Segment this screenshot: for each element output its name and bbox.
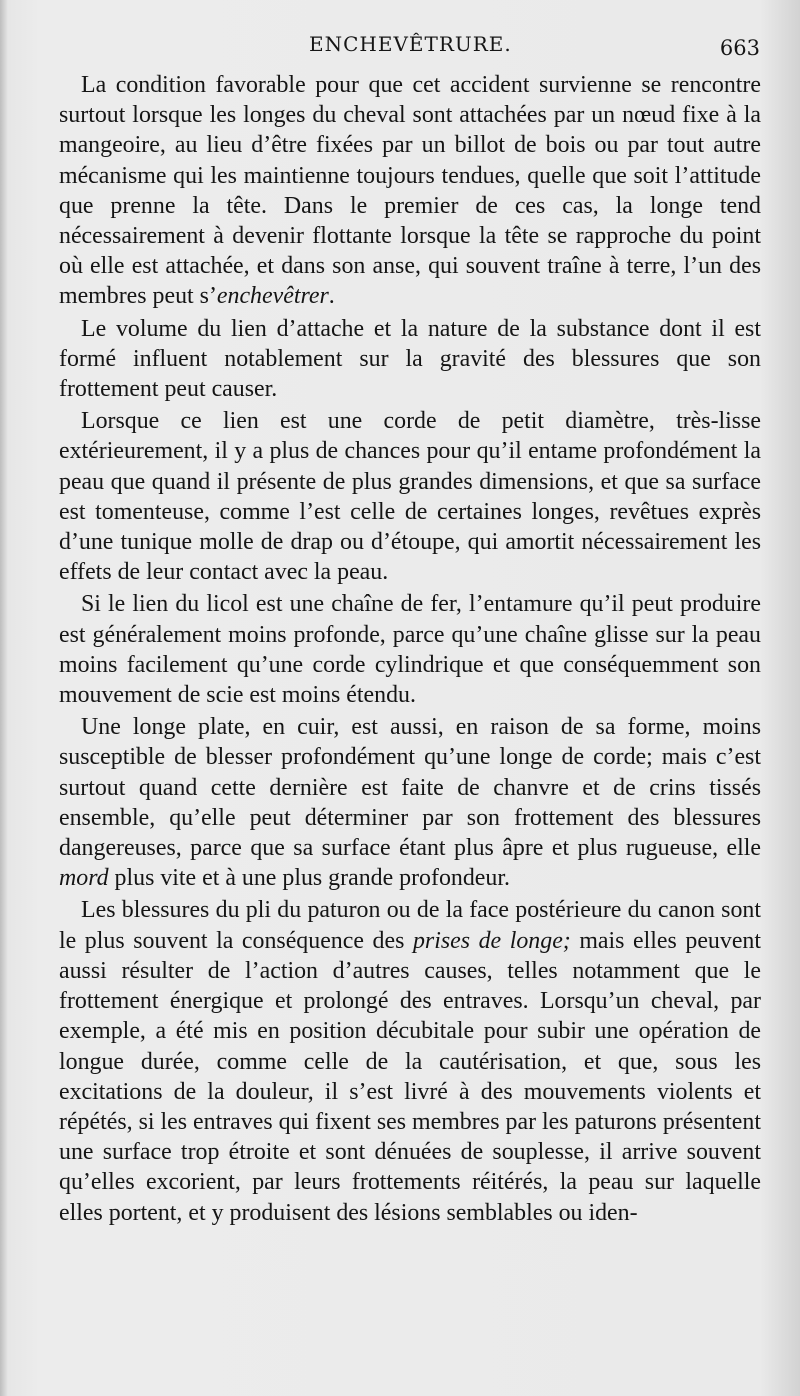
text-run: Le volume du lien d’attache et la nature de la substance dont il est formé influent notablement sur la gravité des blessures que son frottement peut causer. xyxy=(59,315,761,403)
text-run: Lorsque ce lien est une corde de petit diamètre, très-lisse extérieurement, il y a plus de chances pour qu’il entame profondément la peau que quand il présente de plus grandes dimensions, et que sa surface est tomenteuse, comme l’est celle de certaines longes, revêtues exprès d’une tunique molle de drap ou d’étoupe, qui amortit nécessairement les effets de leur contact avec la peau. xyxy=(59,408,761,586)
paragraph-4 xyxy=(59,589,761,710)
paragraph-5 xyxy=(59,712,761,893)
text-run: plus vite et à une plus grande profondeur. xyxy=(108,865,510,892)
text-run: La condition favorable pour que cet accident survienne se rencontre surtout lorsque les longes du cheval sont attachées par un nœud fixe à la mangeoire, au lieu d’être fixées par un billot de bois ou par tout autre mécanisme qui les maintienne toujours tendues, quelle que soit l’attitude que prenne la tête. Dans le premier de ces cas, la longe tend nécessairement à devenir flottante lorsque la tête se rapproche du point où elle est attachée, et dans son anse, qui souvent traîne à terre, l’un des membres peut s’ xyxy=(59,72,761,310)
italic-term: enchevêtrer xyxy=(216,283,329,310)
page-number: 663 xyxy=(719,36,760,60)
text-run: Les blessures du pli du paturon ou de la face postérieure du canon sont le plus souvent la conséquence des xyxy=(59,897,761,954)
paragraph-6 xyxy=(59,895,761,1227)
text-run: Une longe plate, en cuir, est aussi, en raison de sa forme, moins susceptible de blesser profondément qu’une longe de corde; mais c’est surtout quand cette dernière est faite de chanvre et de crins tissés ensemble, qu’elle peut déterminer par son frottement des blessures dangereuses, parce que sa surface étant plus âpre et plus rugueuse, elle xyxy=(59,714,761,862)
text-run: Si le lien du licol est une chaîne de fer, l’entamure qu’il peut produire est généralement moins profonde, parce qu’une chaîne glisse sur la peau moins facilement qu’une corde cylindrique et que conséquemment son mouvement de scie est moins étendu. xyxy=(59,591,761,709)
running-title: ENCHEVÊTRURE. xyxy=(309,32,512,56)
italic-term: prises de longe; xyxy=(412,927,571,954)
body-text xyxy=(59,70,761,1228)
text-run: . xyxy=(328,283,335,310)
italic-term: mord xyxy=(59,865,109,892)
paragraph-2 xyxy=(59,314,761,405)
text-run: mais elles peuvent aussi résulter de l’action d’autres causes, telles notamment que le frottement énergique et prolongé des entraves. Lorsqu’un cheval, par exemple, a été mis en position décubitale pour subir une opération de longue durée, comme celle de la cautérisation, et que, sous les excitations de la douleur, il s’est livré à des mouvements violents et répétés, si les entraves qui fixent ses membres par les paturons présentent une surface trop étroite et sont dénuées de souplesse, il arrive souvent qu’elles excorient, par leurs frottements réitérés, la peau sur laquelle elles portent, et y produisent des lésions semblables ou iden- xyxy=(59,927,762,1226)
running-head xyxy=(59,32,760,70)
paragraph-3 xyxy=(59,406,761,587)
paragraph-1 xyxy=(59,70,761,312)
